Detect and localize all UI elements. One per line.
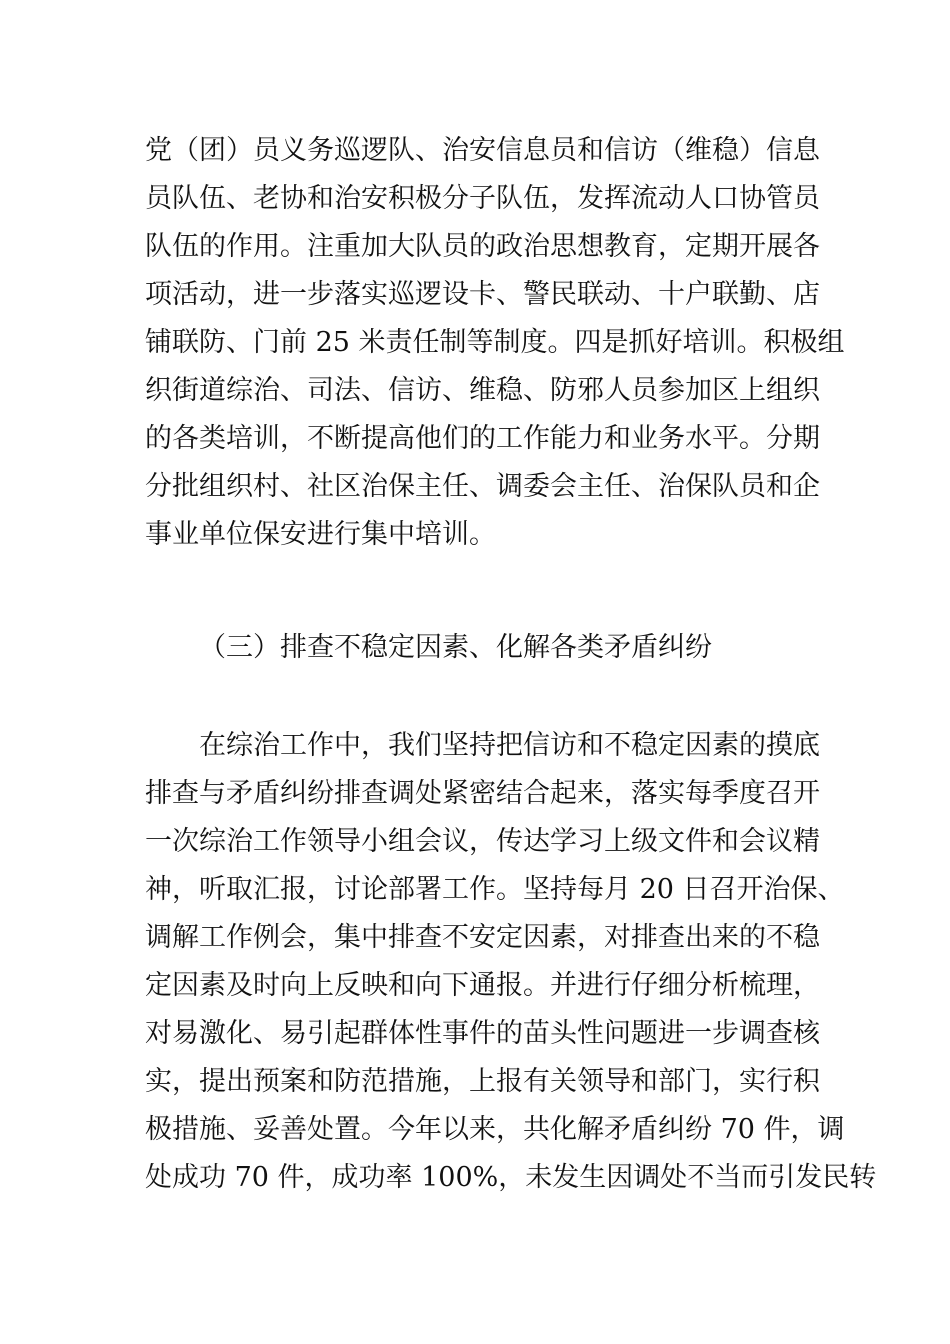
paragraph-line: 党（团）员义务巡逻队、治安信息员和信访（维稳）信息 [145,135,820,166]
paragraph-line: 排查与矛盾纠纷排查调处紧密结合起来，落实每季度召开 [145,778,820,809]
paragraph-line: 的各类培训，不断提高他们的工作能力和业务水平。分期 [145,423,820,454]
body-paragraph-2 [145,722,877,1202]
paragraph-line: 实，提出预案和防范措施，上报有关领导和部门，实行积 [145,1066,820,1097]
section-heading: （三）排查不稳定因素、化解各类矛盾纠纷 [199,632,712,663]
body-paragraph-1 [145,127,845,559]
paragraph-line: 队伍的作用。注重加大队员的政治思想教育，定期开展各 [145,231,820,262]
paragraph-line: 定因素及时向上反映和向下通报。并进行仔细分析梳理， [145,970,820,1001]
paragraph-line-first: 在综治工作中，我们坚持把信访和不稳定因素的摸底 [199,730,820,761]
paragraph-line: 一次综治工作领导小组会议，传达学习上级文件和会议精 [145,826,820,857]
paragraph-line: 织街道综治、司法、信访、维稳、防邪人员参加区上组织 [145,375,820,406]
paragraph-line: 员队伍、老协和治安积极分子队伍，发挥流动人口协管员 [145,183,820,214]
paragraph-line: 极措施、妥善处置。今年以来，共化解矛盾纠纷 70 件，调 [145,1114,845,1145]
paragraph-line-last: 事业单位保安进行集中培训。 [145,519,496,550]
paragraph-line: 项活动，进一步落实巡逻设卡、警民联动、十户联勤、店 [145,279,820,310]
paragraph-line: 铺联防、门前 25 米责任制等制度。四是抓好培训。积极组 [145,327,845,358]
paragraph-line: 调解工作例会，集中排查不安定因素，对排查出来的不稳 [145,922,820,953]
paragraph-line: 分批组织村、社区治保主任、调委会主任、治保队员和企 [145,471,820,502]
paragraph-line: 处成功 70 件，成功率 100%，未发生因调处不当而引发民转 [145,1162,877,1193]
paragraph-line: 神，听取汇报，讨论部署工作。坚持每月 20 日召开治保、 [145,874,845,905]
paragraph-line: 对易激化、易引起群体性事件的苗头性问题进一步调查核 [145,1018,820,1049]
